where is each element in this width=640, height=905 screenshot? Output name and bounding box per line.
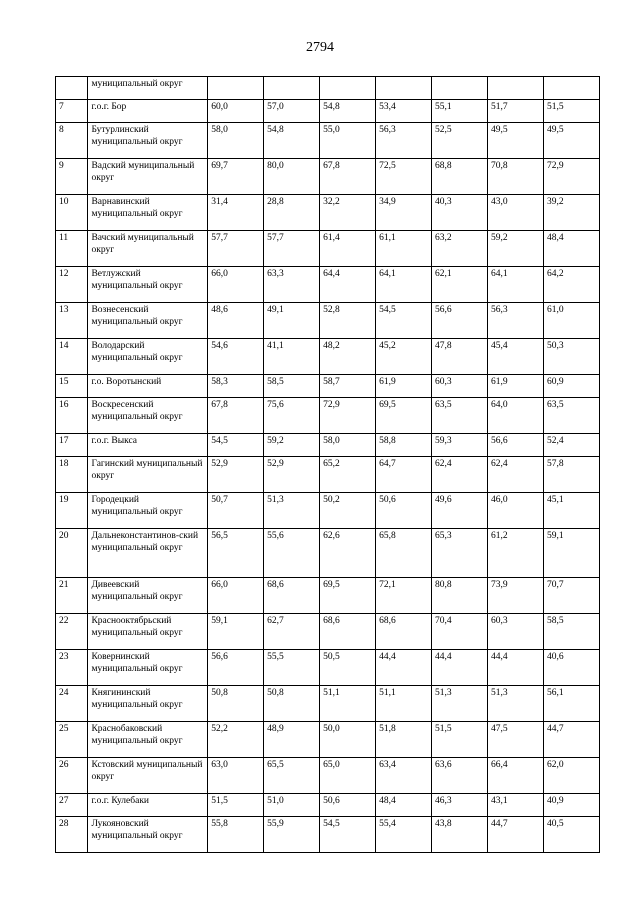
- value-cell: 68,8: [432, 159, 488, 195]
- value-cell: 51,5: [543, 100, 599, 123]
- value-cell: 28,8: [264, 195, 320, 231]
- value-cell: 68,6: [376, 614, 432, 650]
- value-cell: 64,0: [487, 398, 543, 434]
- district-name: г.о. Воротынский: [88, 375, 208, 398]
- row-number: 28: [56, 817, 88, 853]
- value-cell: 61,4: [320, 231, 376, 267]
- value-cell: 46,3: [432, 794, 488, 817]
- value-cell: 57,7: [208, 231, 264, 267]
- value-cell: 56,1: [543, 686, 599, 722]
- data-table: [55, 76, 600, 853]
- value-cell: 50,3: [543, 339, 599, 375]
- value-cell: 51,1: [376, 686, 432, 722]
- value-cell: 55,5: [264, 650, 320, 686]
- value-cell: 58,5: [264, 375, 320, 398]
- value-cell: 52,8: [320, 303, 376, 339]
- value-cell: 51,3: [432, 686, 488, 722]
- row-number: 16: [56, 398, 88, 434]
- district-name: Вачский муниципальный округ: [88, 231, 208, 267]
- value-cell: 51,0: [264, 794, 320, 817]
- value-cell: 59,2: [264, 434, 320, 457]
- value-cell: 53,4: [376, 100, 432, 123]
- value-cell: 58,8: [376, 434, 432, 457]
- value-cell: 70,4: [432, 614, 488, 650]
- table-row: [56, 434, 600, 457]
- value-cell: 44,7: [487, 817, 543, 853]
- value-cell: 43,1: [487, 794, 543, 817]
- value-cell: 59,1: [208, 614, 264, 650]
- value-cell: 63,0: [208, 758, 264, 794]
- district-name: Лукояновский муниципальный округ: [88, 817, 208, 853]
- value-cell: 50,5: [320, 650, 376, 686]
- table-row: [56, 100, 600, 123]
- district-name: г.о.г. Бор: [88, 100, 208, 123]
- district-name: муниципальный округ: [88, 77, 208, 100]
- value-cell: 51,8: [376, 722, 432, 758]
- value-cell: 80,0: [264, 159, 320, 195]
- row-number: 23: [56, 650, 88, 686]
- value-cell: 48,6: [208, 303, 264, 339]
- value-cell: 52,5: [432, 123, 488, 159]
- value-cell: 40,6: [543, 650, 599, 686]
- value-cell: 68,6: [264, 578, 320, 614]
- value-cell: 58,0: [320, 434, 376, 457]
- value-cell: 59,3: [432, 434, 488, 457]
- value-cell: 65,8: [376, 529, 432, 578]
- table-row: [56, 529, 600, 578]
- value-cell: 49,5: [543, 123, 599, 159]
- row-number: [56, 77, 88, 100]
- district-name: Дивеевский муниципальный округ: [88, 578, 208, 614]
- value-cell: [320, 77, 376, 100]
- value-cell: 56,6: [432, 303, 488, 339]
- value-cell: 55,9: [264, 817, 320, 853]
- value-cell: 55,1: [432, 100, 488, 123]
- value-cell: 51,1: [320, 686, 376, 722]
- table-row: [56, 339, 600, 375]
- value-cell: 43,8: [432, 817, 488, 853]
- value-cell: 55,6: [264, 529, 320, 578]
- value-cell: 64,1: [376, 267, 432, 303]
- value-cell: 64,4: [320, 267, 376, 303]
- value-cell: 69,5: [320, 578, 376, 614]
- table-row: [56, 77, 600, 100]
- value-cell: 70,7: [543, 578, 599, 614]
- value-cell: 52,4: [543, 434, 599, 457]
- row-number: 14: [56, 339, 88, 375]
- value-cell: 61,2: [487, 529, 543, 578]
- table-row: [56, 398, 600, 434]
- table-row: [56, 650, 600, 686]
- value-cell: 58,0: [208, 123, 264, 159]
- district-name: Городецкий муниципальный округ: [88, 493, 208, 529]
- district-name: Княгининский муниципальный округ: [88, 686, 208, 722]
- value-cell: 41,1: [264, 339, 320, 375]
- table-row: [56, 375, 600, 398]
- value-cell: 66,0: [208, 267, 264, 303]
- page-number: 2794: [306, 40, 334, 55]
- value-cell: 48,2: [320, 339, 376, 375]
- value-cell: 49,1: [264, 303, 320, 339]
- value-cell: 67,8: [320, 159, 376, 195]
- value-cell: 51,7: [487, 100, 543, 123]
- district-name: Бутурлинский муниципальный округ: [88, 123, 208, 159]
- value-cell: 72,9: [543, 159, 599, 195]
- row-number: 12: [56, 267, 88, 303]
- value-cell: 51,5: [432, 722, 488, 758]
- value-cell: 64,2: [543, 267, 599, 303]
- district-name: Краснооктябрьский муниципальный округ: [88, 614, 208, 650]
- value-cell: 55,4: [376, 817, 432, 853]
- value-cell: 59,1: [543, 529, 599, 578]
- district-name: Вадский муниципальный округ: [88, 159, 208, 195]
- row-number: 22: [56, 614, 88, 650]
- value-cell: 49,6: [432, 493, 488, 529]
- table-row: [56, 231, 600, 267]
- table-row: [56, 457, 600, 493]
- district-name: г.о.г. Кулебаки: [88, 794, 208, 817]
- value-cell: 54,5: [376, 303, 432, 339]
- table-row: [56, 794, 600, 817]
- value-cell: [487, 77, 543, 100]
- row-number: 20: [56, 529, 88, 578]
- value-cell: 62,0: [543, 758, 599, 794]
- value-cell: 80,8: [432, 578, 488, 614]
- row-number: 9: [56, 159, 88, 195]
- value-cell: 44,4: [487, 650, 543, 686]
- value-cell: 62,4: [432, 457, 488, 493]
- value-cell: 45,2: [376, 339, 432, 375]
- value-cell: 54,8: [320, 100, 376, 123]
- value-cell: 52,9: [264, 457, 320, 493]
- district-name: Ковернинский муниципальный округ: [88, 650, 208, 686]
- table-row: [56, 722, 600, 758]
- table-row: [56, 123, 600, 159]
- district-name: Варнавинский муниципальный округ: [88, 195, 208, 231]
- value-cell: 62,1: [432, 267, 488, 303]
- row-number: 7: [56, 100, 88, 123]
- district-name: Воскресенский муниципальный округ: [88, 398, 208, 434]
- value-cell: 61,1: [376, 231, 432, 267]
- value-cell: 48,4: [376, 794, 432, 817]
- value-cell: 40,3: [432, 195, 488, 231]
- district-name: Володарский муниципальный округ: [88, 339, 208, 375]
- value-cell: 56,6: [487, 434, 543, 457]
- value-cell: 43,0: [487, 195, 543, 231]
- value-cell: 75,6: [264, 398, 320, 434]
- value-cell: 61,0: [543, 303, 599, 339]
- table-row: [56, 303, 600, 339]
- value-cell: 50,0: [320, 722, 376, 758]
- value-cell: 65,2: [320, 457, 376, 493]
- value-cell: 47,5: [487, 722, 543, 758]
- value-cell: 49,5: [487, 123, 543, 159]
- row-number: 25: [56, 722, 88, 758]
- table-row: [56, 493, 600, 529]
- value-cell: 50,6: [376, 493, 432, 529]
- value-cell: 48,9: [264, 722, 320, 758]
- value-cell: 73,9: [487, 578, 543, 614]
- value-cell: 56,5: [208, 529, 264, 578]
- value-cell: 54,8: [264, 123, 320, 159]
- table-row: [56, 159, 600, 195]
- value-cell: [543, 77, 599, 100]
- value-cell: 32,2: [320, 195, 376, 231]
- value-cell: 56,3: [487, 303, 543, 339]
- value-cell: 58,7: [320, 375, 376, 398]
- table-row: [56, 195, 600, 231]
- value-cell: 63,3: [264, 267, 320, 303]
- value-cell: 59,2: [487, 231, 543, 267]
- value-cell: 70,8: [487, 159, 543, 195]
- value-cell: 50,8: [264, 686, 320, 722]
- row-number: 10: [56, 195, 88, 231]
- value-cell: 69,7: [208, 159, 264, 195]
- value-cell: 63,2: [432, 231, 488, 267]
- value-cell: 67,8: [208, 398, 264, 434]
- value-cell: 45,1: [543, 493, 599, 529]
- district-name: Кстовский муниципальный округ: [88, 758, 208, 794]
- value-cell: 46,0: [487, 493, 543, 529]
- value-cell: 68,6: [320, 614, 376, 650]
- value-cell: 40,9: [543, 794, 599, 817]
- district-name: г.о.г. Выкса: [88, 434, 208, 457]
- value-cell: 50,8: [208, 686, 264, 722]
- value-cell: 55,8: [208, 817, 264, 853]
- value-cell: [264, 77, 320, 100]
- value-cell: 64,7: [376, 457, 432, 493]
- value-cell: 34,9: [376, 195, 432, 231]
- value-cell: 48,4: [543, 231, 599, 267]
- value-cell: 44,4: [376, 650, 432, 686]
- table-row: [56, 267, 600, 303]
- row-number: 24: [56, 686, 88, 722]
- value-cell: 72,5: [376, 159, 432, 195]
- value-cell: 55,0: [320, 123, 376, 159]
- value-cell: 54,5: [320, 817, 376, 853]
- row-number: 18: [56, 457, 88, 493]
- value-cell: 54,6: [208, 339, 264, 375]
- value-cell: 57,7: [264, 231, 320, 267]
- value-cell: 52,2: [208, 722, 264, 758]
- value-cell: 60,3: [432, 375, 488, 398]
- table-row: [56, 817, 600, 853]
- table-row: [56, 578, 600, 614]
- district-name: Гагинский муниципальный округ: [88, 457, 208, 493]
- value-cell: 63,4: [376, 758, 432, 794]
- row-number: 19: [56, 493, 88, 529]
- value-cell: 54,5: [208, 434, 264, 457]
- value-cell: 60,9: [543, 375, 599, 398]
- value-cell: 58,3: [208, 375, 264, 398]
- value-cell: 44,7: [543, 722, 599, 758]
- value-cell: 50,7: [208, 493, 264, 529]
- value-cell: 57,8: [543, 457, 599, 493]
- value-cell: 50,6: [320, 794, 376, 817]
- value-cell: 64,1: [487, 267, 543, 303]
- value-cell: 56,6: [208, 650, 264, 686]
- value-cell: 65,3: [432, 529, 488, 578]
- value-cell: 40,5: [543, 817, 599, 853]
- value-cell: 63,5: [432, 398, 488, 434]
- row-number: 15: [56, 375, 88, 398]
- value-cell: 63,5: [543, 398, 599, 434]
- district-name: Дальнеконстантинов-ский муниципальный округ: [88, 529, 208, 578]
- value-cell: 62,7: [264, 614, 320, 650]
- value-cell: 51,5: [208, 794, 264, 817]
- value-cell: 62,6: [320, 529, 376, 578]
- value-cell: [376, 77, 432, 100]
- value-cell: [432, 77, 488, 100]
- value-cell: 63,6: [432, 758, 488, 794]
- value-cell: 61,9: [376, 375, 432, 398]
- table-row: [56, 686, 600, 722]
- value-cell: 66,0: [208, 578, 264, 614]
- table-body: [56, 77, 600, 853]
- district-name: Ветлужский муниципальный округ: [88, 267, 208, 303]
- value-cell: 60,3: [487, 614, 543, 650]
- row-number: 17: [56, 434, 88, 457]
- value-cell: 47,8: [432, 339, 488, 375]
- value-cell: 72,1: [376, 578, 432, 614]
- row-number: 11: [56, 231, 88, 267]
- row-number: 8: [56, 123, 88, 159]
- table-row: [56, 758, 600, 794]
- table-row: [56, 614, 600, 650]
- value-cell: 31,4: [208, 195, 264, 231]
- district-name: Вознесенский муниципальный округ: [88, 303, 208, 339]
- value-cell: 72,9: [320, 398, 376, 434]
- value-cell: 58,5: [543, 614, 599, 650]
- value-cell: 60,0: [208, 100, 264, 123]
- value-cell: 39,2: [543, 195, 599, 231]
- value-cell: 62,4: [487, 457, 543, 493]
- value-cell: 50,2: [320, 493, 376, 529]
- value-cell: 51,3: [264, 493, 320, 529]
- value-cell: 65,0: [320, 758, 376, 794]
- value-cell: 56,3: [376, 123, 432, 159]
- value-cell: 65,5: [264, 758, 320, 794]
- row-number: 21: [56, 578, 88, 614]
- row-number: 13: [56, 303, 88, 339]
- value-cell: 69,5: [376, 398, 432, 434]
- value-cell: [208, 77, 264, 100]
- row-number: 27: [56, 794, 88, 817]
- value-cell: 66,4: [487, 758, 543, 794]
- value-cell: 44,4: [432, 650, 488, 686]
- value-cell: 61,9: [487, 375, 543, 398]
- value-cell: 45,4: [487, 339, 543, 375]
- row-number: 26: [56, 758, 88, 794]
- district-name: Краснобаковский муниципальный округ: [88, 722, 208, 758]
- value-cell: 57,0: [264, 100, 320, 123]
- value-cell: 51,3: [487, 686, 543, 722]
- value-cell: 52,9: [208, 457, 264, 493]
